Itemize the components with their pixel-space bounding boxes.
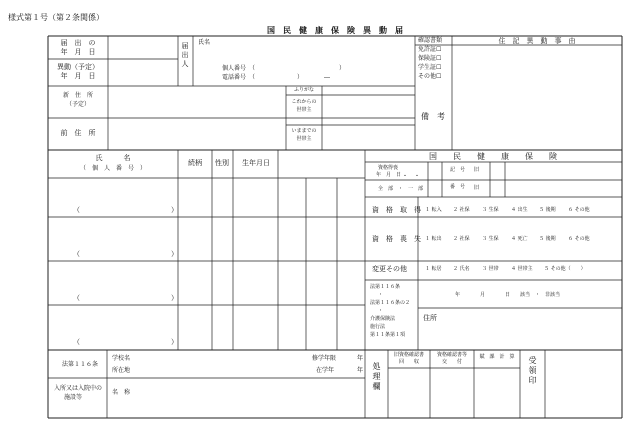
prev-head-label-1: いままでの <box>291 128 317 134</box>
family-label: 全 部 ・ 一 部 <box>378 186 424 192</box>
lose-opt-1[interactable]: １ 転出 <box>425 236 442 242</box>
qual-date-label-2: 年 月 日 <box>376 172 402 178</box>
law116-date-label: 年 月 日 該当 ・ 非該当 <box>455 292 561 298</box>
lose-label: 資 格 喪 失 <box>372 235 421 243</box>
furigana-label: ふりがな <box>293 87 315 93</box>
acquire-opt-2[interactable]: ２ 社保 <box>453 207 470 213</box>
lose-opt-2[interactable]: ２ 社保 <box>453 236 470 242</box>
individual-no-label: 個人番号 （ ） <box>222 65 346 72</box>
phone-label: 電話番号 （ ） ― <box>222 74 331 81</box>
lose-opt-6[interactable]: ６ その他 <box>568 236 590 242</box>
law116-line-1: 法第１１６条 <box>370 284 401 290</box>
change-date-label-2: 年 月 日 <box>60 72 96 80</box>
member-individual-no-header: （ 個 人 番 号 ） <box>79 165 147 172</box>
cert-issue-label-2: 交 付 <box>441 359 463 365</box>
other-opt-4[interactable]: ４ 世帯主 <box>511 266 533 272</box>
other-opt-2[interactable]: ２ 氏名 <box>453 266 470 272</box>
insurance-address-label: 住所 <box>423 314 437 322</box>
page-title: 国 民 健 康 保 険 異 動 届 <box>267 25 403 35</box>
qual-date-dots: ・ ・ <box>402 173 421 180</box>
facility-label-1: 入所又は入院中の <box>54 385 103 392</box>
acquire-opt-1[interactable]: １ 転入 <box>425 207 442 213</box>
confirm-option-student[interactable]: 学生証☐ <box>418 64 442 71</box>
other-opt-3[interactable]: ３ 世帯 <box>482 266 499 272</box>
row3-open-paren: （ <box>73 294 80 302</box>
row3-close-paren: ） <box>171 294 178 302</box>
confirm-option-other[interactable]: その他☐ <box>418 73 442 80</box>
facility-name-label: 名 称 <box>112 389 131 396</box>
law116-line-3: 法第１１６条の２ <box>370 300 411 306</box>
row4-open-paren: （ <box>73 338 80 346</box>
lose-opt-3[interactable]: ３ 生保 <box>482 236 499 242</box>
levy-calc-label: 賦 課 計 算 <box>479 354 515 360</box>
remarks-label: 備 考 <box>421 112 445 121</box>
prev-address-label: 前 住 所 <box>60 129 96 137</box>
change-reason-label: 住 記 異 動 事 由 <box>498 37 576 45</box>
new-head-label-1: これからの <box>291 99 317 105</box>
lose-opt-4[interactable]: ４ 死亡 <box>511 236 528 242</box>
insurance-title: 国 民 健 康 保 険 <box>429 152 557 161</box>
confirm-option-license[interactable]: 免許証☐ <box>418 46 442 53</box>
new-address-label-1: 新 住 所 <box>62 92 94 99</box>
law116-line-5: 介護保険法 <box>370 316 396 322</box>
record-no-label: 記 号 <box>450 167 466 173</box>
confirm-option-insurance[interactable]: 保険証☐ <box>418 55 442 62</box>
other-opt-5[interactable]: ５ その他（ ） <box>544 266 586 272</box>
form-number: 様式第１号（第２条関係） <box>8 13 104 22</box>
filer-label: 届出人 <box>181 42 189 69</box>
number-value: 旧 <box>474 185 480 191</box>
confirm-doc-label: 確認書類 <box>418 37 443 44</box>
school-name-label: 学校名 <box>112 355 131 362</box>
row2-open-paren: （ <box>73 250 80 258</box>
acquire-label: 資 格 取 得 <box>372 206 421 214</box>
birth-header: 生年月日 <box>242 159 270 167</box>
acquire-opt-4[interactable]: ４ 出生 <box>511 207 528 213</box>
row1-close-paren: ） <box>171 206 178 214</box>
law116-line-7: 第１１条第１項 <box>370 332 406 338</box>
school-location-label: 所在地 <box>112 367 131 374</box>
sex-header: 性別 <box>215 159 229 167</box>
new-head-label-2: 世帯主 <box>296 107 312 113</box>
row1-open-paren: （ <box>73 206 80 214</box>
process-column-label: 処理欄 <box>372 362 381 392</box>
lose-opt-5[interactable]: ５ 後期 <box>539 236 556 242</box>
receipt-stamp-label: 受領印 <box>528 356 537 386</box>
acquire-opt-6[interactable]: ６ その他 <box>568 207 590 213</box>
row2-close-paren: ） <box>171 250 178 258</box>
old-cert-label-2: 回 収 <box>398 359 420 365</box>
law116-line-4: ・ <box>378 308 384 314</box>
filed-date-label-1: 届 出 の <box>60 39 96 47</box>
filer-name-label: 氏名 <box>198 39 211 46</box>
bottom-law116-label: 法第１１６条 <box>62 361 99 368</box>
record-no-value: 旧 <box>474 167 480 173</box>
period-label: 修学年限 <box>312 355 337 362</box>
row4-close-paren: ） <box>171 338 178 346</box>
acquire-opt-3[interactable]: ３ 生保 <box>482 207 499 213</box>
prev-head-label-2: 世帯主 <box>296 136 312 142</box>
member-name-header: 氏 名 <box>95 154 131 162</box>
year-in-unit: 年 <box>357 367 364 374</box>
law116-line-2: ・ <box>378 292 384 298</box>
old-cert-label-1: 旧資格確認書 <box>393 352 425 358</box>
new-address-label-2: （予定） <box>65 101 91 108</box>
filed-date-label-2: 年 月 日 <box>60 48 96 56</box>
facility-label-2: 施設等 <box>64 394 83 401</box>
relation-header: 続柄 <box>188 159 202 167</box>
cert-issue-label-1: 資格確認書等 <box>436 352 468 358</box>
other-opt-1[interactable]: １ 転居 <box>425 266 442 272</box>
change-date-label-1: 異動（予定） <box>57 63 99 71</box>
period-year-unit: 年 <box>357 355 364 362</box>
law116-line-6: 施行法 <box>370 324 386 330</box>
other-change-label: 変更その他 <box>372 265 407 273</box>
acquire-opt-5[interactable]: ５ 後期 <box>539 207 556 213</box>
qual-date-label-1: 資格得喪 <box>378 165 399 171</box>
year-in-label: 在学年 <box>316 367 335 374</box>
number-label: 番 号 <box>450 184 466 190</box>
